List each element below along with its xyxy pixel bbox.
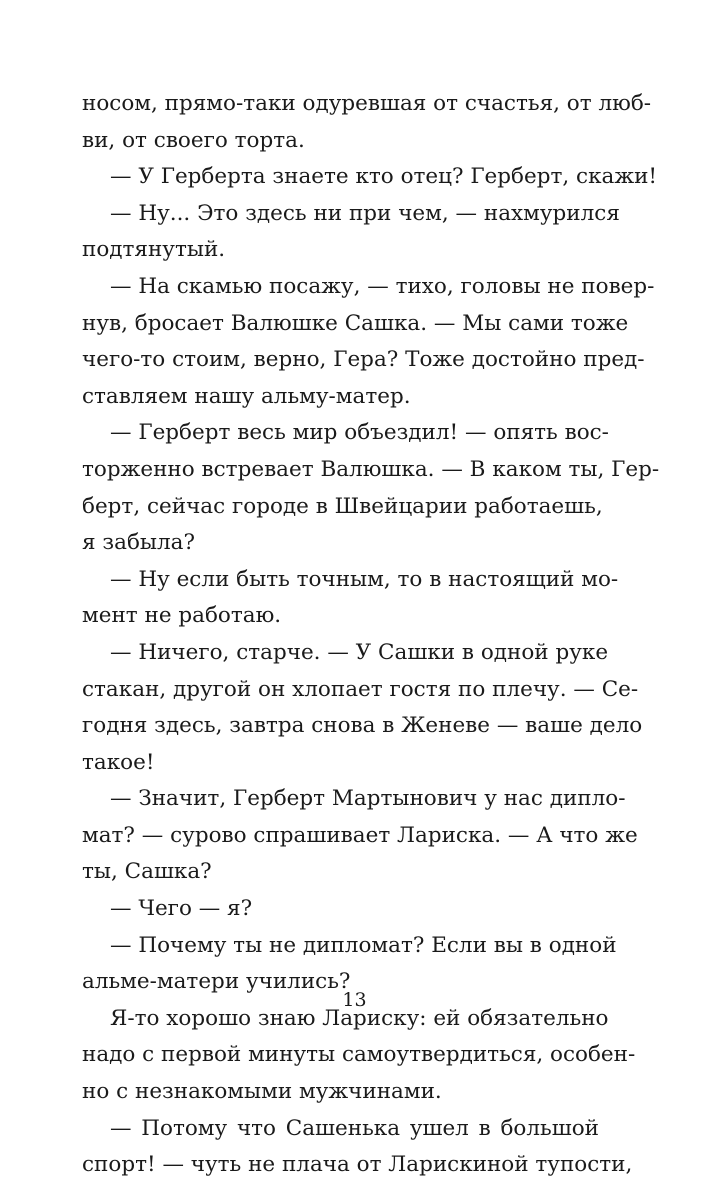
text-line: — Значит, Герберт Мартынович у нас дипло- bbox=[110, 786, 626, 812]
text-line: я забыла? bbox=[82, 530, 196, 556]
text-line: — Потому что Сашенька ушел в большой bbox=[110, 1115, 599, 1141]
page-number: 13 bbox=[342, 989, 367, 1011]
text-line: подтянутый. bbox=[82, 237, 226, 263]
text-line: спорт! — чуть не плача от Ларискиной тупости, bbox=[82, 1152, 633, 1178]
text-line: — На скамью посажу, — тихо, головы не повер- bbox=[110, 273, 655, 299]
text-line: надо с первой минуты самоутвердиться, особен- bbox=[82, 1042, 636, 1068]
text-line: носом, прямо-таки одуревшая от счастья, от люб- bbox=[82, 91, 652, 116]
text-line: стакан, другой он хлопает гостя по плечу. — Се- bbox=[82, 676, 639, 702]
text-line: — Ничего, старче. — У Сашки в одной руке bbox=[110, 639, 609, 665]
text-line: годня здесь, завтра снова в Женеве — ваше дело bbox=[82, 713, 643, 739]
text-line: берт, сейчас городе в Швейцарии работаешь, bbox=[82, 493, 603, 519]
text-line: чего-то стоим, верно, Гера? Тоже достойно пред- bbox=[82, 347, 645, 373]
text-line: торженно встревает Валюшка. — В каком ты, Гер- bbox=[82, 456, 660, 482]
text-line: мент не работаю. bbox=[82, 603, 282, 629]
text-line: — Ну если быть точным, то в настоящий мо- bbox=[110, 566, 619, 592]
text-line: ви, от своего торта. bbox=[82, 127, 305, 153]
text-line: — Герберт весь мир объездил! — опять вос- bbox=[110, 420, 609, 446]
text-line: ты, Сашка? bbox=[82, 859, 212, 885]
body-text bbox=[82, 86, 660, 1184]
text-line: — У Герберта знаете кто отец? Герберт, скажи! bbox=[110, 164, 658, 190]
text-line: альме-матери учились? bbox=[82, 969, 351, 995]
text-line: — Чего — я? bbox=[110, 896, 253, 922]
text-line: но с незнакомыми мужчинами. bbox=[82, 1079, 442, 1105]
text-line: такое! bbox=[82, 749, 155, 775]
text-line: — Почему ты не дипломат? Если вы в одной bbox=[110, 932, 617, 958]
text-line: Я-то хорошо знаю Лариску: ей обязательно bbox=[110, 1005, 609, 1031]
text-line: нув, бросает Валюшке Сашка. — Мы сами тоже bbox=[82, 310, 629, 336]
text-line: ставляем нашу альму-матер. bbox=[82, 383, 411, 409]
text-line: — Ну... Это здесь ни при чем, — нахмурился bbox=[110, 200, 620, 226]
text-line: мат? — сурово спрашивает Лариска. — А что же bbox=[82, 822, 638, 848]
